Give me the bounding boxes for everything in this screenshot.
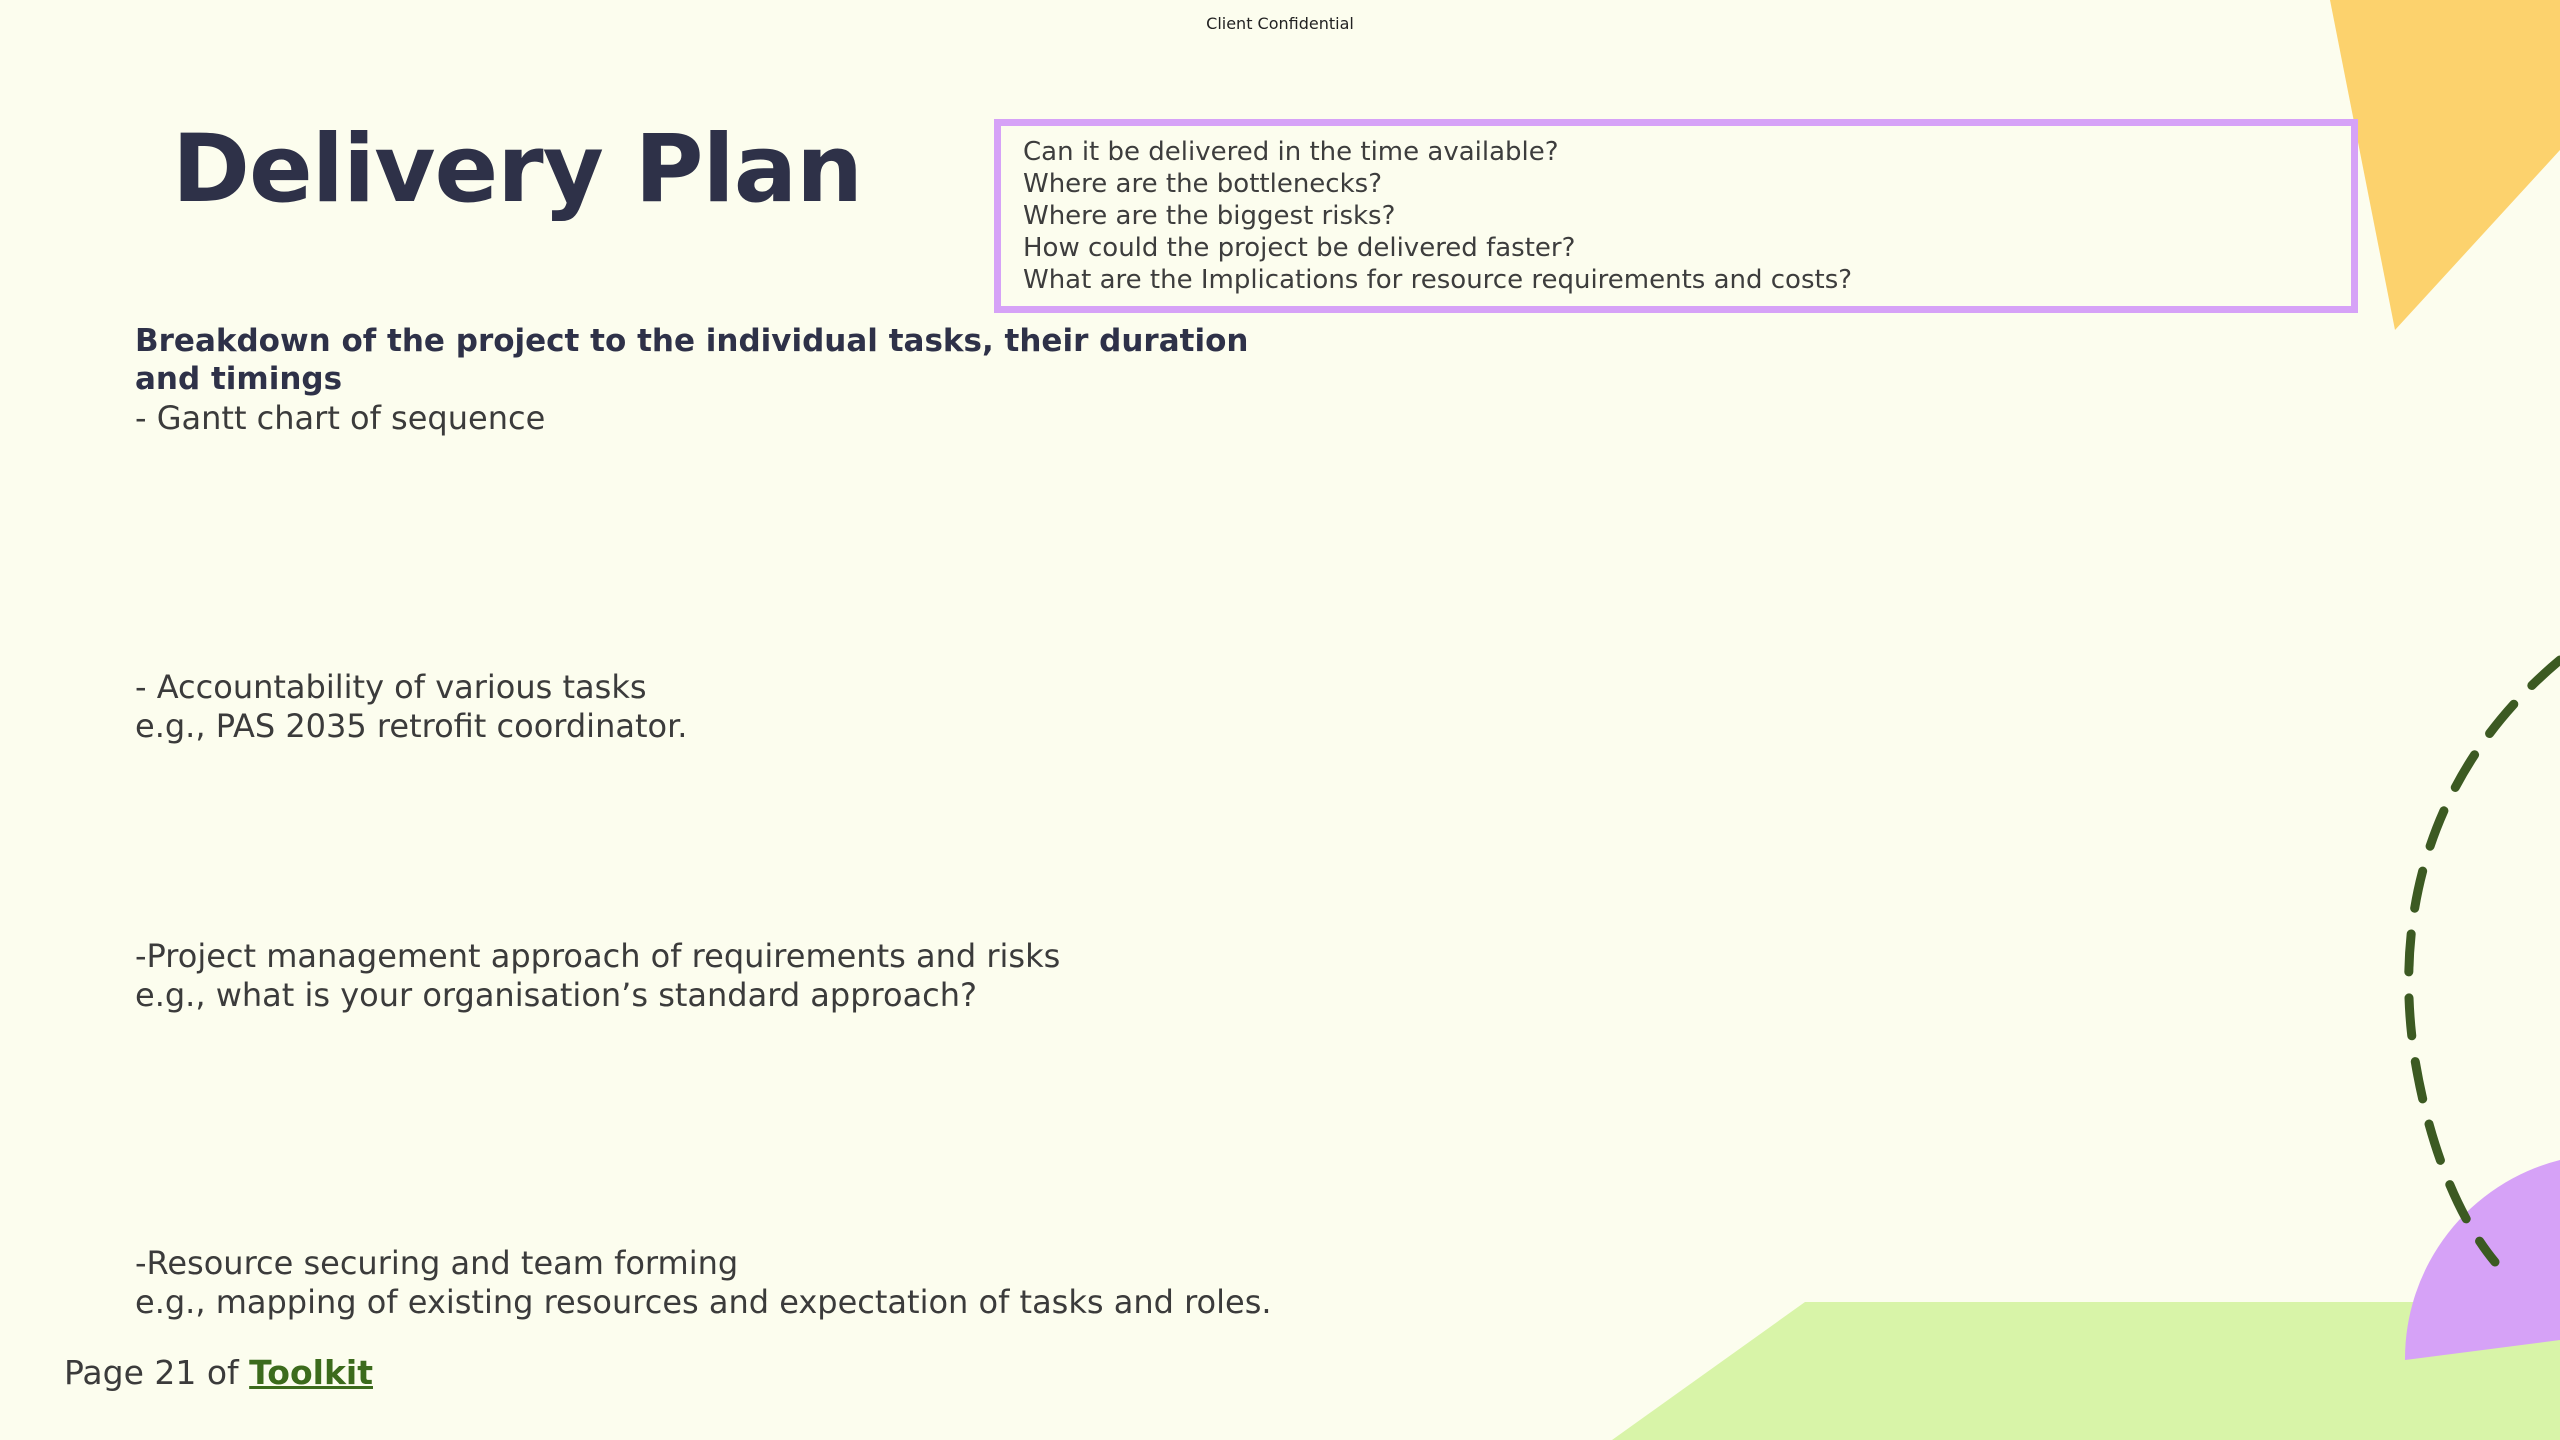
section-gantt xyxy=(135,399,545,438)
orange-triangle-shape xyxy=(2330,0,2560,330)
section-example: e.g., PAS 2035 retrofit coordinator. xyxy=(135,707,688,745)
section-example: e.g., mapping of existing resources and expectation of tasks and roles. xyxy=(135,1283,1272,1321)
page-title: Delivery Plan xyxy=(172,115,863,224)
question-item: How could the project be delivered faster? xyxy=(1023,233,1576,263)
questions-list xyxy=(1001,126,2351,296)
toolkit-link[interactable]: Toolkit xyxy=(249,1353,373,1392)
section-line: - Gantt chart of sequence xyxy=(135,399,546,437)
section-example: e.g., what is your organisation’s standard approach? xyxy=(135,976,978,1014)
question-item: What are the Implications for resource requirements and costs? xyxy=(1023,265,1853,295)
question-item: Where are the biggest risks? xyxy=(1023,201,1396,231)
section-project-management xyxy=(135,937,1060,1015)
page-number-text: Page 21 of xyxy=(64,1353,250,1392)
section-line: -Project management approach of requirements and risks xyxy=(135,937,1061,975)
section-line: - Accountability of various tasks xyxy=(135,668,647,706)
section-resources xyxy=(135,1244,1272,1322)
section-heading: Breakdown of the project to the individual tasks, their duration and timings xyxy=(135,323,1249,397)
key-questions-box xyxy=(994,119,2358,313)
section-line: -Resource securing and team forming xyxy=(135,1244,739,1282)
question-item: Where are the bottlenecks? xyxy=(1023,169,1382,199)
page-footer xyxy=(64,1353,373,1392)
question-item: Can it be delivered in the time available? xyxy=(1023,137,1559,167)
purple-circle-shape xyxy=(2405,1160,2560,1360)
section-accountability xyxy=(135,668,687,746)
confidential-label: Client Confidential xyxy=(1206,14,1354,33)
